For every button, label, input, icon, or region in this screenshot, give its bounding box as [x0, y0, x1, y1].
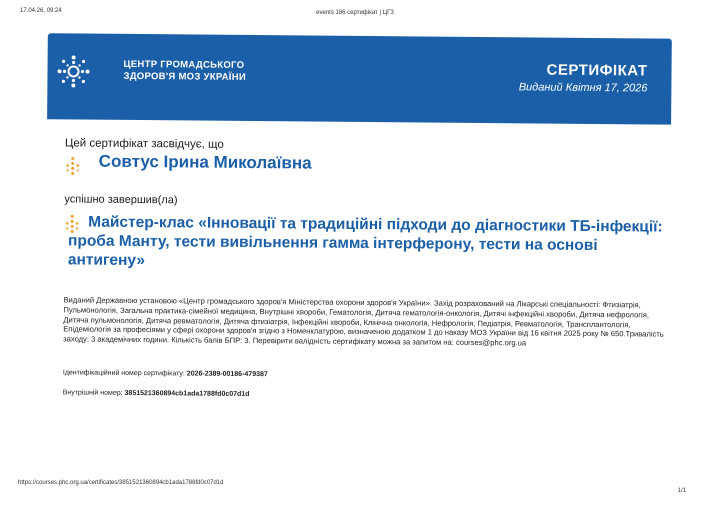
phc-logo-icon	[55, 53, 91, 89]
certificate-body	[44, 119, 671, 458]
course-title: Майстер-клас «Інновації та традиційні підходи до діагностики ТБ-інфекції: проба Манту, тести вивільнення гамма інтерферону, тести на основі антигену»	[67, 213, 663, 270]
bullet-dots-icon	[65, 155, 81, 179]
certificate-url: https://courses.phc.org.ua/certificates/3851521360894cb1ada1788fd0c07d1d	[18, 480, 224, 486]
issue-date: Виданий Квітня 17, 2026	[518, 81, 648, 95]
certificate-id	[63, 369, 268, 378]
certificate-title: СЕРТИФІКАТ	[546, 61, 648, 80]
print-header	[0, 8, 710, 20]
certificate-id-label: Ідентифікаційний номер сертифікату:	[62, 369, 185, 378]
certificate-id-value: 2026-2389-00186-479387	[186, 370, 268, 379]
certificate-banner	[47, 33, 672, 124]
org-line-2: ЗДОРОВ'Я МОЗ УКРАЇНИ	[123, 70, 247, 83]
recipient-name: Совтус Ірина Миколаївна	[98, 151, 312, 173]
organization-name	[123, 59, 246, 84]
completed-text: успішно завершив(ла)	[64, 193, 178, 207]
certificate	[44, 33, 688, 459]
internal-number	[63, 389, 250, 398]
internal-number-value: 3851521360894cb1ada1788fd0c07d1d	[124, 389, 250, 398]
org-line-1: ЦЕНТР ГРОМАДСЬКОГО	[123, 58, 245, 71]
internal-number-label: Внутрішній номер:	[62, 389, 123, 397]
certificate-details: Виданий Державною установою «Центр громадського здоров'я Міністерства охорони здоров'я України». Захід розрахований на Лікарські спеціальності: Фтизіатрія, Пульмонологія, Загальна практика-сімейної медицина, Внутрішні хвороби, Гематологія, Дитяча гематологія-онкологія, Дитячі інфекційні хвороби, Дитяча нефрологія, Дитяча пульмонологія, Дитяча ревматологія, Дитяча фтизіатрія, Інфекційні хвороби, Клінічна онкологія, Нефрологія, Педіатрія, Ревматологія, Трансплантологія, Епідеміологія за професіями у сфері охорони здоров'я згідно з Номенклатурою, визначеною додатком 1 до наказу МОЗ України від 16 квітня 2025 року № 650.Тривалість заходу: 3 академічних години. Кількість балів БПР: 3. Перевірити валідність сертифікату можна за запитом на: courses@phc.org.ua	[63, 295, 664, 348]
print-datetime: 17.04.26, 09:24	[20, 8, 62, 14]
print-page-title: events 186 сертифікат | ЦГЗ	[316, 10, 394, 16]
attests-text: Цей сертифікат засвідчує, що	[64, 137, 224, 151]
page-number: 1/1	[677, 488, 686, 494]
